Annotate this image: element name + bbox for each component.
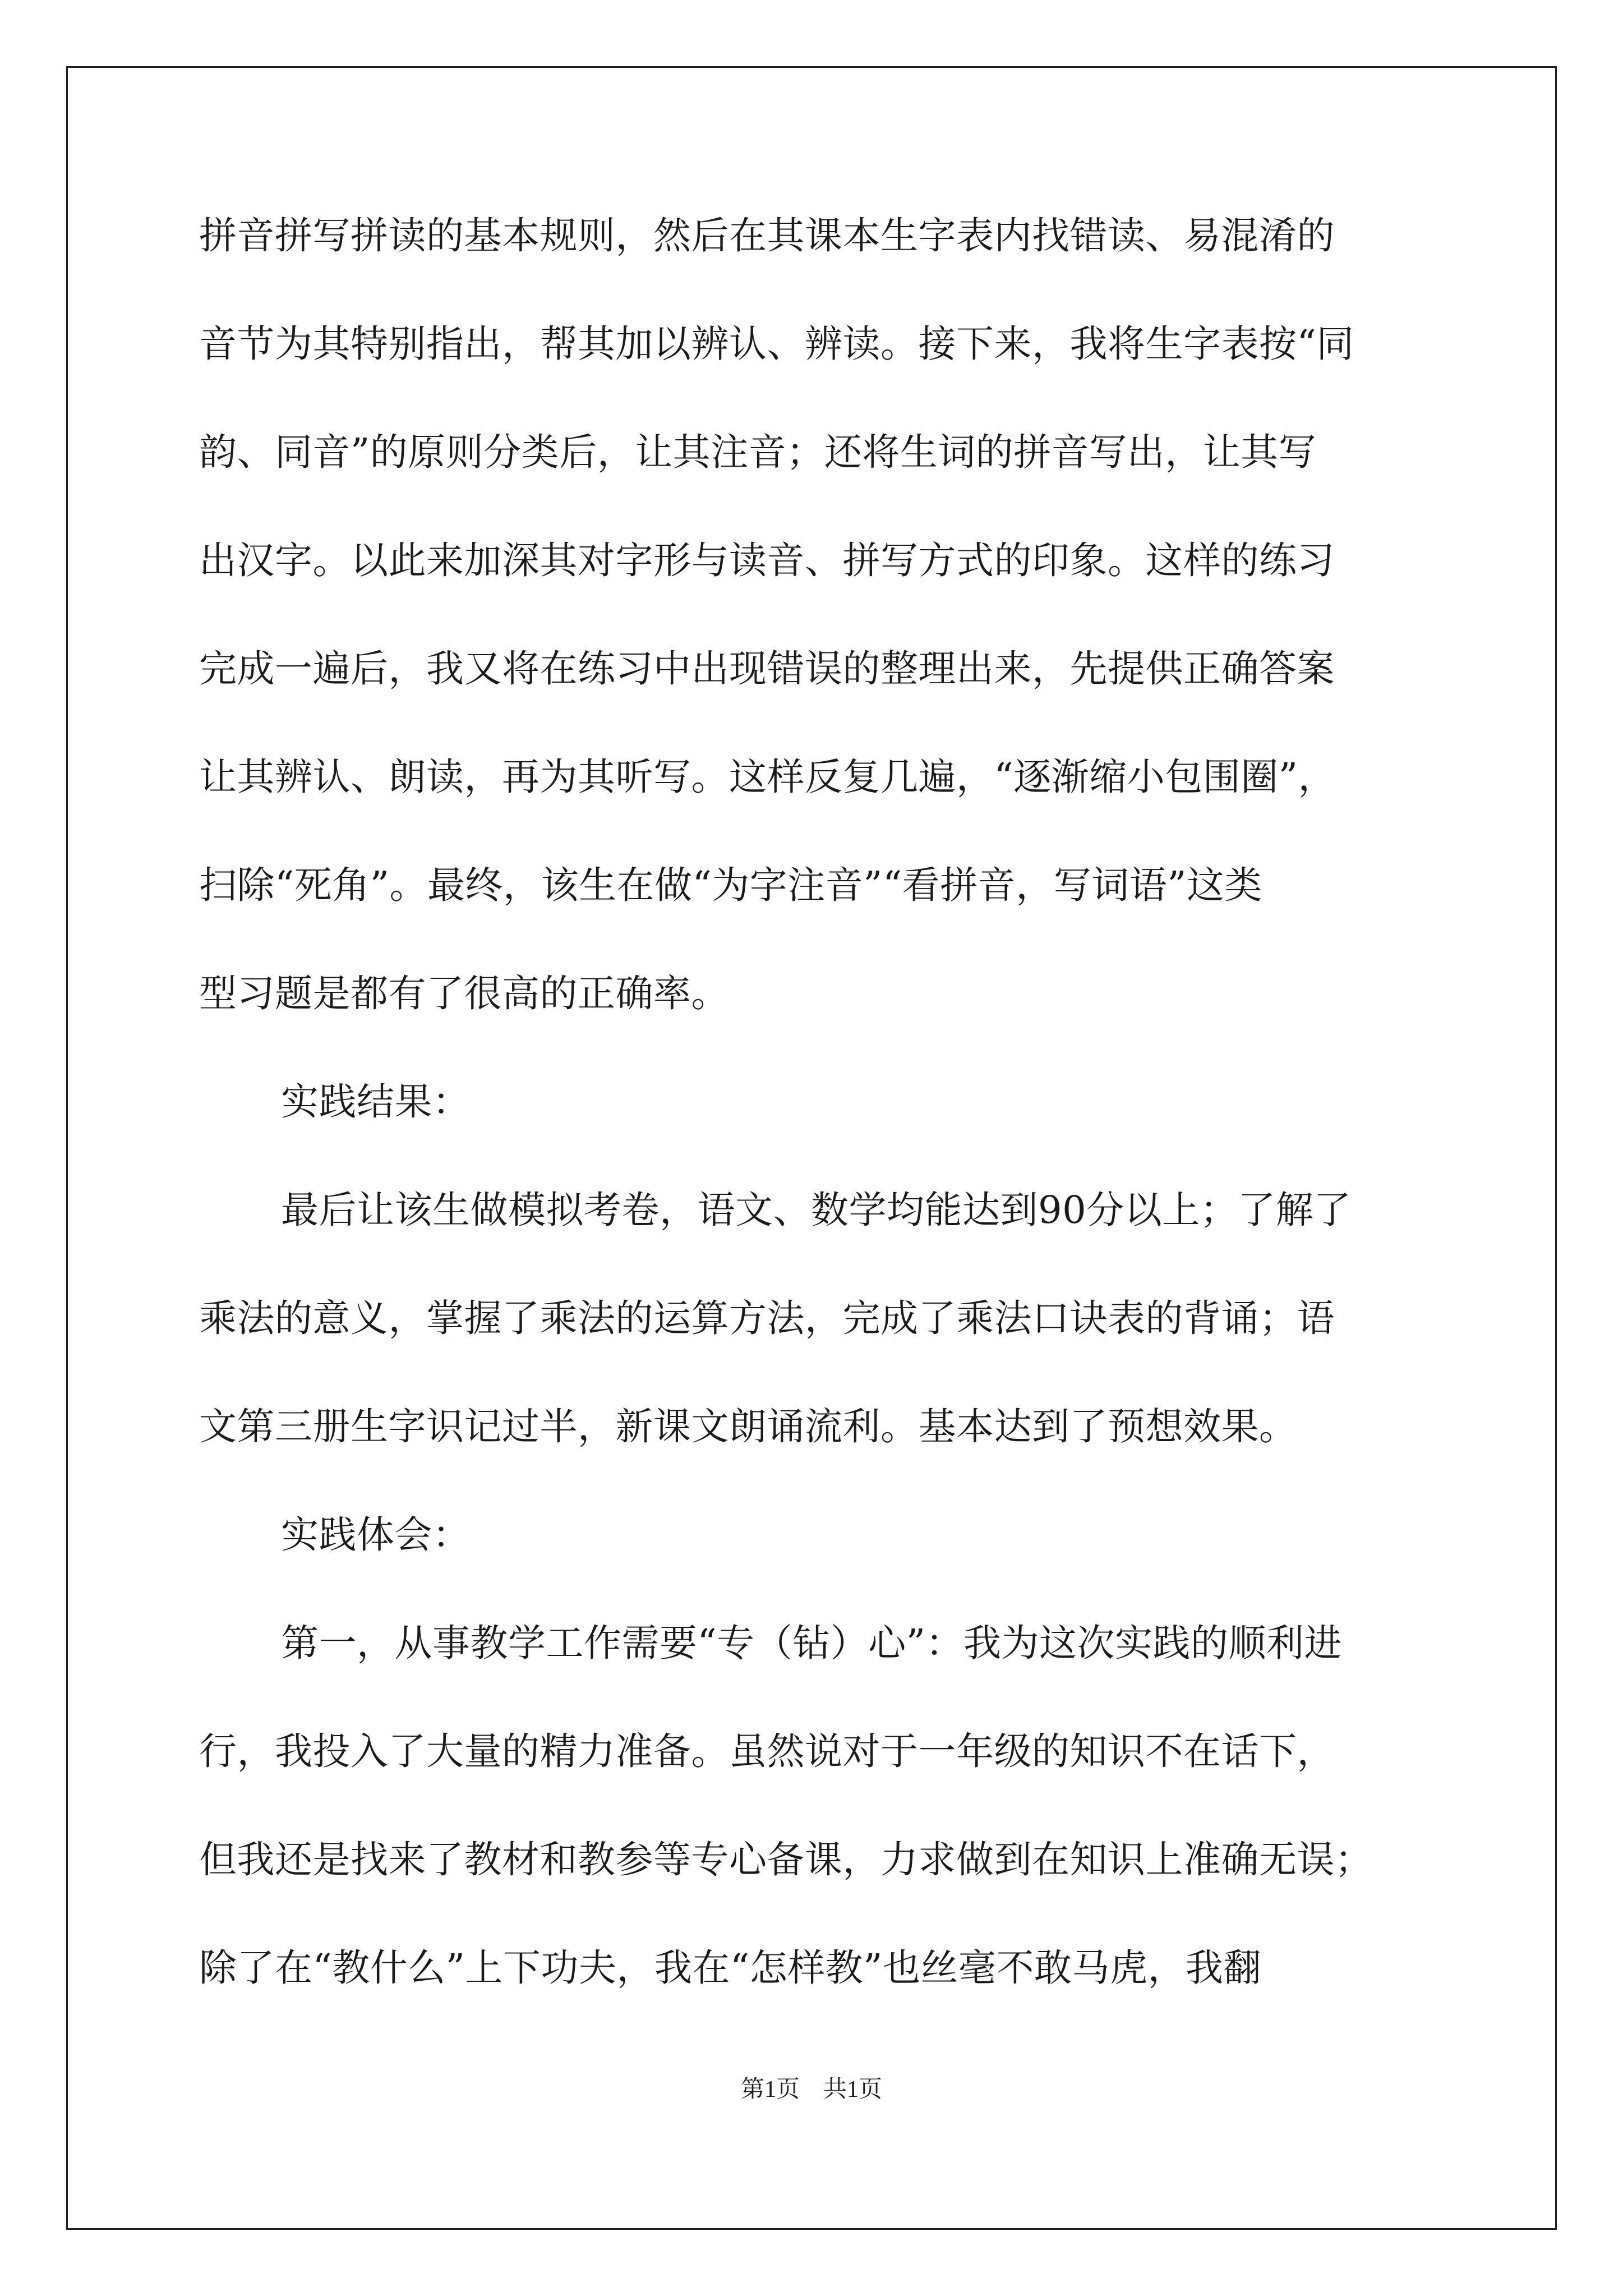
paragraph-line: 文第三册生字识记过半，新课文朗诵流利。基本达到了预想效果。 [199, 1405, 1297, 1448]
paragraph-line: 型习题是都有了很高的正确率。 [199, 972, 729, 1015]
paragraph-line: 行，我投入了大量的精力准备。虽然说对于一年级的知识不在话下， [199, 1729, 1335, 1773]
paragraph-line: 拼音拼写拼读的基本规则，然后在其课本生字表内找错读、易混淆的 [199, 214, 1335, 257]
page-border [66, 66, 1557, 2230]
section-heading: 实践体会： [281, 1513, 471, 1557]
paragraph-line: 扫除“死角”。最终，该生在做“为字注音”“看拼音，写词语”这类 [199, 863, 1263, 907]
page-number: 第1页 共1页 [740, 2077, 882, 2102]
paragraph-line: 韵、同音”的原则分类后，让其注音；还将生词的拼音写出，让其写 [199, 430, 1317, 474]
paragraph-line: 音节为其特别指出，帮其加以辨认、辨读。接下来，我将生字表按“同 [199, 322, 1354, 366]
paragraph-line: 除了在“教什么”上下功夫，我在“怎样教”也丝毫不敢马虎，我翻 [199, 1946, 1262, 1990]
paragraph-line: 但我还是找来了教材和教参等专心备课，力求做到在知识上准确无误； [199, 1838, 1373, 1881]
paragraph-line: 让其辨认、朗读，再为其听写。这样反复几遍，“逐渐缩小包围圈”， [199, 755, 1336, 799]
section-heading: 实践结果： [281, 1080, 471, 1124]
paragraph-line: 第一，从事教学工作需要“专（钻）心”：我为这次实践的顺利进 [281, 1621, 1343, 1665]
paragraph-line: 出汉字。以此来加深其对字形与读音、拼写方式的印象。这样的练习 [199, 539, 1335, 582]
paragraph-line: 最后让该生做模拟考卷，语文、数学均能达到90分以上；了解了 [281, 1188, 1352, 1232]
paragraph-line: 乘法的意义，掌握了乘法的运算方法，完成了乘法口诀表的背诵；语 [199, 1296, 1335, 1340]
paragraph-line: 完成一遍后，我又将在练习中出现错误的整理出来，先提供正确答案 [199, 647, 1335, 691]
